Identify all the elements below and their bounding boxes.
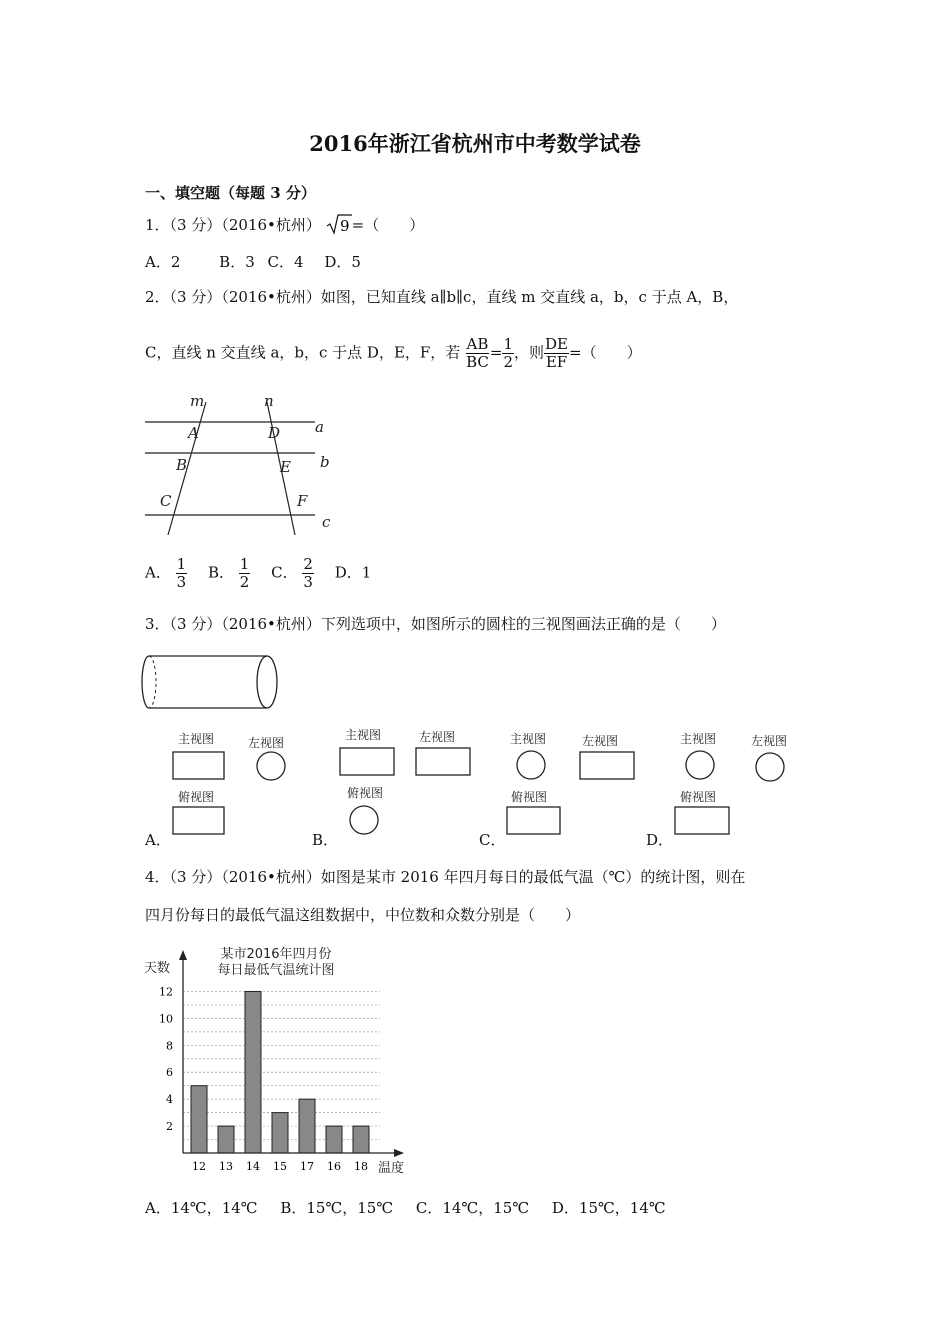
x-tick-label: 12 (192, 1160, 206, 1173)
option-c-views (507, 732, 634, 834)
q4-option-c: C．14℃，15℃ (415, 1199, 530, 1217)
q2-option-d-value: 1 (361, 563, 372, 582)
q1-option-d: D．5 (324, 253, 361, 271)
q2-text-end: =（ ） (569, 343, 642, 362)
q2-equals: = (489, 343, 503, 362)
q4-option-a: A．14℃，14℃ (145, 1199, 258, 1217)
label-E: E (280, 458, 291, 476)
question-1 (145, 213, 424, 239)
frac-denominator: 2 (239, 573, 250, 591)
q2-option-a-frac (176, 556, 188, 591)
q3-option-a: A． (145, 831, 171, 849)
label-D: D (268, 424, 281, 442)
frac-denominator: 2 (503, 353, 513, 371)
bar-17 (299, 1099, 315, 1153)
q1-option-c: C．4 (267, 253, 304, 271)
chart-title: 某市2016年四月份 (220, 947, 332, 962)
q3-text: 3．（3 分）（2016•杭州）下列选项中，如图所示的圆柱的三视图画法正确的是（ ） (145, 615, 726, 633)
q2-option-c-letter: C． (271, 563, 298, 582)
y-tick-label: 4 (166, 1093, 173, 1107)
option-a-views (173, 732, 285, 834)
svg-text:主视图: 主视图 (345, 728, 382, 742)
svg-text:俯视图: 俯视图 (347, 786, 384, 800)
q2-option-d-letter: D． (334, 563, 362, 582)
frac-denominator: 3 (303, 573, 313, 591)
q2-line1: 2．（3 分）（2016•杭州）如图，已知直线 a∥b∥c，直线 m 交直线 a，b，c 于点 A，B， (145, 288, 739, 306)
bar-15 (272, 1113, 288, 1153)
q2-fraction-ab-bc (465, 336, 490, 371)
option-d-views (675, 732, 787, 834)
x-tick-label: 17 (300, 1160, 314, 1173)
q2-text-a: C，直线 n 交直线 a，b，c 于点 D，E，F，若 (145, 343, 461, 362)
q4-options (145, 1197, 666, 1218)
frac-numerator: 1 (176, 555, 187, 573)
label-m: m (190, 392, 205, 410)
q2-fraction-de-ef (544, 336, 569, 371)
q2-options (145, 556, 371, 591)
label-n: n (264, 392, 274, 410)
frac-numerator: AB (466, 335, 489, 353)
q3-option-c: C． (479, 831, 506, 849)
label-a: a (315, 418, 324, 436)
svg-text:主视图: 主视图 (680, 732, 717, 746)
x-tick-label: 14 (246, 1160, 260, 1173)
q2-text-mid: ，则 (514, 343, 545, 362)
svg-text:左视图: 左视图 (419, 730, 456, 744)
q2-option-a-letter: A． (145, 563, 171, 582)
q4-line1: 4．（3 分）（2016•杭州）如图是某市 2016 年四月每日的最低气温（℃）的统计图，则在 (145, 868, 746, 886)
y-tick-label: 6 (166, 1066, 173, 1080)
q1-option-a: A．2 (145, 253, 181, 271)
frac-denominator: EF (545, 353, 568, 371)
section-heading: 一、填空题（每题 3 分） (145, 184, 316, 202)
frac-numerator: DE (545, 335, 568, 353)
q1-options (145, 251, 361, 272)
q2-line2 (145, 336, 642, 371)
q1-suffix: =（ ） (351, 216, 425, 234)
q1-radicand: 9 (339, 217, 350, 235)
x-tick-label: 13 (219, 1160, 233, 1173)
q2-option-b-letter: B． (207, 563, 234, 582)
frac-denominator: BC (466, 353, 489, 371)
q2-fraction-1-2 (502, 336, 514, 371)
label-A: A (188, 424, 199, 442)
svg-text:俯视图: 俯视图 (511, 790, 548, 804)
svg-text:左视图: 左视图 (582, 734, 619, 748)
x-tick-label: 15 (273, 1160, 287, 1173)
q2-option-c-frac (302, 556, 314, 591)
sqrt-icon (326, 213, 352, 239)
q3-option-b: B． (312, 831, 339, 849)
label-B: B (176, 456, 188, 474)
bar-14 (245, 991, 261, 1153)
q2-option-b-frac (239, 556, 251, 591)
svg-text:左视图: 左视图 (751, 734, 788, 748)
chart-subtitle: 每日最低气温统计图 (217, 963, 335, 978)
y-tick-label: 2 (166, 1120, 173, 1134)
svg-text:主视图: 主视图 (178, 732, 215, 746)
q1-prefix: 1．（3 分）（2016•杭州） (145, 216, 321, 234)
x-axis-arrow-icon (394, 1149, 404, 1157)
option-b-views (340, 728, 470, 834)
label-F: F (297, 492, 308, 510)
chart-xlabel: 温度 (378, 1161, 405, 1176)
y-tick-label: 8 (166, 1039, 173, 1053)
y-tick-label: 12 (159, 985, 173, 999)
label-b: b (320, 453, 330, 471)
x-tick-label: 16 (327, 1160, 341, 1173)
x-tick-label: 18 (354, 1160, 368, 1173)
q4-line2: 四月份每日的最低气温这组数据中，中位数和众数分别是（ ） (145, 906, 581, 924)
y-axis-arrow-icon (179, 950, 187, 960)
svg-text:俯视图: 俯视图 (178, 790, 215, 804)
bar-16 (326, 1126, 342, 1153)
q4-option-d: D．15℃，14℃ (551, 1199, 666, 1217)
page-title: 2016年浙江省杭州市中考数学试卷 (309, 131, 641, 156)
cylinder-figure (140, 650, 285, 714)
label-C: C (160, 492, 172, 510)
svg-text:左视图: 左视图 (248, 736, 285, 750)
parallel-lines-figure (140, 390, 340, 540)
q4-option-b: B．15℃，15℃ (280, 1199, 394, 1217)
q1-option-b: B．3 (219, 253, 255, 271)
label-c: c (322, 513, 331, 531)
temperature-bar-chart (140, 940, 420, 1180)
frac-numerator: 2 (303, 555, 313, 573)
svg-text:主视图: 主视图 (510, 732, 547, 746)
bar-18 (353, 1126, 369, 1153)
frac-numerator: 1 (503, 335, 513, 353)
chart-ylabel: 天数 (144, 961, 171, 976)
q3-option-d: D． (646, 831, 674, 849)
frac-denominator: 3 (176, 573, 187, 591)
svg-text:俯视图: 俯视图 (680, 790, 717, 804)
bar-12 (191, 1086, 207, 1153)
frac-numerator: 1 (239, 555, 250, 573)
y-tick-label: 10 (159, 1012, 173, 1026)
bar-13 (218, 1126, 234, 1153)
